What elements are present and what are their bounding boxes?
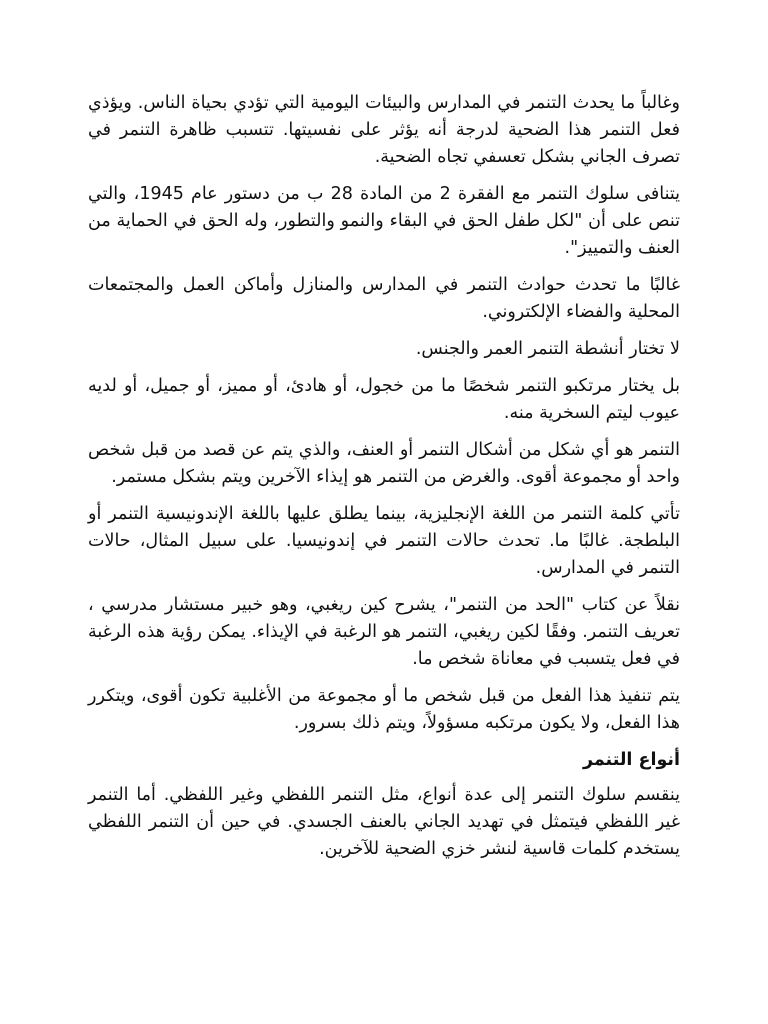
paragraph-1: وغالباً ما يحدث التنمر في المدارس والبيئات اليومية التي تؤدي بحياة الناس. ويؤذي فعل التنمر هذا الضحية لدرجة أنه يؤثر على نفسيتها. تتسبب ظاهرة التنمر في تصرف الجاني بشكل تعسفي تجاه الضحية. [88,93,680,167]
section-heading: أنواع التنمر [582,750,680,770]
paragraph-8: نقلاً عن كتاب "الحد من التنمر"، يشرح كين ريغبي، وهو خبير مستشار مدرسي ، تعريف التنمر. وفقًا لكين ريغبي، التنمر هو الرغبة في الإيذاء. يمكن رؤية هذه الرغبة في فعل يتسبب في معاناة شخص ما. [88,595,680,669]
paragraph-6: التنمر هو أي شكل من أشكال التنمر أو العنف، والذي يتم عن قصد من قبل شخص واحد أو مجموعة أقوى. والغرض من التنمر هو إيذاء الآخرين ويتم بشكل مستمر. [88,440,680,487]
paragraph-7: تأتي كلمة التنمر من اللغة الإنجليزية، بينما يطلق عليها باللغة الإندونيسية التنمر أو البلطجة. غالبًا ما. تحدث حالات التنمر في إندونيسيا. على سبيل المثال، حالات التنمر في المدارس. [88,504,680,578]
document-body [88,90,680,873]
paragraph-2: يتنافى سلوك التنمر مع الفقرة 2 من المادة 28 ب من دستور عام 1945، والتي تنص على أن "لكل طفل الحق في البقاء والنمو والتطور، وله الحق في الحماية من العنف والتمييز". [88,184,681,258]
paragraph-9: يتم تنفيذ هذا الفعل من قبل شخص ما أو مجموعة من الأغلبية تكون أقوى، ويتكرر هذا الفعل، ولا يكون مرتكبه مسؤولاً، ويتم ذلك بسرور. [88,686,680,733]
paragraph-5: بل يختار مرتكبو التنمر شخصًا ما من خجول، أو هادئ، أو مميز، أو جميل، أو لديه عيوب ليتم السخرية منه. [88,376,680,423]
section-paragraph: ينقسم سلوك التنمر إلى عدة أنواع، مثل التنمر اللفظي وغير اللفظي. أما التنمر غير اللفظي فيتمثل في تهديد الجاني بالعنف الجسدي. في حين أن التنمر اللفظي يستخدم كلمات قاسية لنشر خزي الضحية للآخرين. [88,785,680,859]
paragraph-3: غالبًا ما تحدث حوادث التنمر في المدارس والمنازل وأماكن العمل والمجتمعات المحلية والفضاء الإلكتروني. [88,275,680,322]
paragraph-4: لا تختار أنشطة التنمر العمر والجنس. [415,339,680,359]
